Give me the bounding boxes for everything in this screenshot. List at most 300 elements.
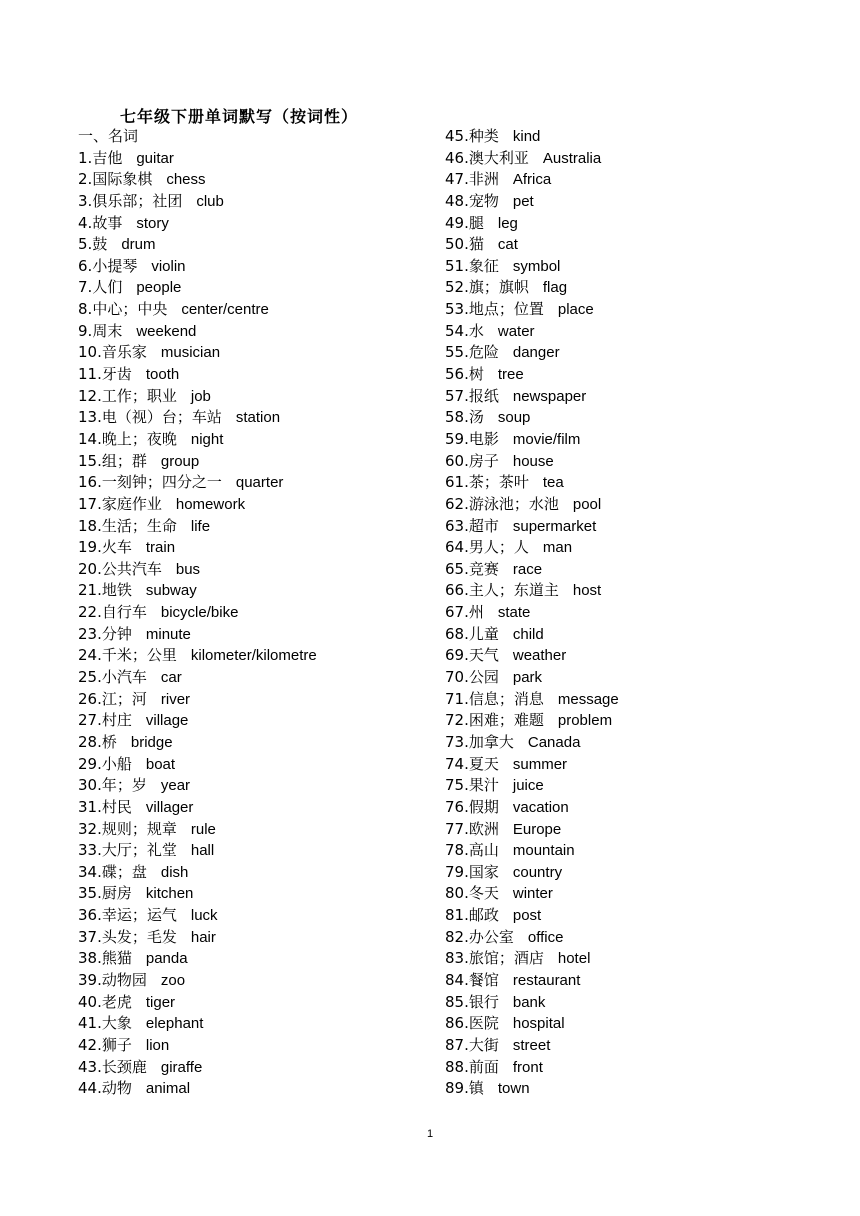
item-number: 44.	[78, 1079, 102, 1098]
item-number: 77.	[445, 819, 469, 838]
item-number: 61.	[445, 473, 469, 492]
english-word: life	[190, 517, 211, 535]
chinese-meaning: 规则；规章	[101, 819, 177, 838]
vocab-item	[78, 321, 438, 343]
chinese-meaning: 公共汽车	[101, 559, 162, 578]
item-number: 19.	[78, 538, 102, 557]
chinese-meaning: 中心；中央	[92, 300, 168, 319]
english-word: child	[512, 625, 544, 643]
english-word: leg	[497, 214, 518, 232]
english-word: hotel	[557, 950, 591, 968]
chinese-meaning: 长颈鹿	[101, 1057, 147, 1076]
english-word: message	[557, 690, 619, 708]
english-word: hospital	[512, 1015, 565, 1033]
chinese-meaning: 狮子	[101, 1035, 132, 1054]
item-number: 69.	[445, 646, 469, 665]
vocab-item	[78, 645, 438, 667]
chinese-meaning: 果汁	[468, 776, 499, 795]
item-number: 84.	[445, 970, 469, 989]
english-word: juice	[512, 777, 544, 795]
chinese-meaning: 电（视）台；车站	[101, 408, 222, 427]
english-word: soup	[497, 409, 531, 427]
vocab-item	[78, 429, 438, 451]
item-number: 34.	[78, 862, 102, 881]
vocab-item	[78, 710, 438, 732]
english-word: Africa	[512, 171, 552, 189]
vocab-item	[78, 386, 438, 408]
chinese-meaning: 猫	[468, 235, 484, 254]
vocab-item	[445, 710, 845, 732]
english-word: animal	[145, 1080, 191, 1098]
page-title: 七年级下册单词默写（按词性）	[120, 107, 359, 126]
item-number: 86.	[445, 1014, 469, 1033]
english-word: giraffe	[160, 1058, 203, 1076]
item-number: 64.	[445, 538, 469, 557]
english-word: summer	[512, 755, 568, 773]
vocab-item	[78, 667, 438, 689]
vocab-item	[78, 1035, 438, 1057]
vocab-item	[445, 1057, 845, 1079]
chinese-meaning: 冬天	[468, 884, 499, 903]
english-word: kind	[512, 128, 541, 145]
chinese-meaning: 加拿大	[468, 732, 514, 751]
chinese-meaning: 高山	[468, 841, 499, 860]
english-word: park	[512, 669, 543, 687]
chinese-meaning: 餐馆	[468, 970, 499, 989]
vocab-item	[78, 1057, 438, 1079]
chinese-meaning: 州	[468, 603, 484, 622]
item-number: 22.	[78, 603, 102, 622]
english-word: night	[190, 430, 224, 448]
vocab-item	[78, 754, 438, 776]
vocab-item	[445, 862, 845, 884]
chinese-meaning: 村庄	[101, 711, 132, 730]
english-word: winter	[512, 885, 553, 903]
english-word: quarter	[235, 474, 284, 492]
item-number: 41.	[78, 1014, 102, 1033]
chinese-meaning: 碟；盘	[101, 862, 147, 881]
english-word: violin	[151, 257, 186, 275]
english-word: bicycle/bike	[160, 604, 239, 622]
chinese-meaning: 分钟	[101, 624, 132, 643]
item-number: 80.	[445, 884, 469, 903]
chinese-meaning: 报纸	[468, 386, 499, 405]
english-word: restaurant	[512, 971, 581, 989]
chinese-meaning: 危险	[468, 343, 499, 362]
english-word: symbol	[512, 257, 561, 275]
item-number: 72.	[445, 711, 469, 730]
item-number: 66.	[445, 581, 469, 600]
item-number: 57.	[445, 386, 469, 405]
vocab-item	[445, 948, 845, 970]
english-word: village	[145, 712, 189, 730]
item-number: 10.	[78, 343, 102, 362]
english-word: pool	[572, 495, 602, 513]
item-number: 13.	[78, 408, 102, 427]
item-number: 32.	[78, 819, 102, 838]
chinese-meaning: 熊猫	[101, 949, 132, 968]
vocab-item	[78, 905, 438, 927]
chinese-meaning: 游泳池；水池	[468, 494, 559, 513]
english-word: river	[160, 690, 191, 708]
chinese-meaning: 工作；职业	[101, 386, 177, 405]
vocab-item	[445, 580, 845, 602]
chinese-meaning: 牙齿	[101, 365, 132, 384]
vocab-item	[78, 472, 438, 494]
chinese-meaning: 火车	[101, 538, 132, 557]
vocab-item	[445, 602, 845, 624]
chinese-meaning: 医院	[468, 1014, 499, 1033]
english-word: chess	[166, 171, 206, 189]
vocab-item	[78, 732, 438, 754]
item-number: 18.	[78, 516, 102, 535]
chinese-meaning: 种类	[468, 127, 499, 145]
item-number: 60.	[445, 451, 469, 470]
english-word: cat	[497, 236, 518, 254]
vocab-item	[78, 451, 438, 473]
english-word: musician	[160, 344, 221, 362]
vocab-item	[78, 537, 438, 559]
english-word: place	[557, 301, 594, 319]
vocab-item	[78, 580, 438, 602]
vocab-item	[445, 667, 845, 689]
item-number: 54.	[445, 321, 469, 340]
chinese-meaning: 年；岁	[101, 776, 147, 795]
chinese-meaning: 头发；毛发	[101, 927, 177, 946]
chinese-meaning: 树	[468, 365, 484, 384]
vocab-item	[78, 624, 438, 646]
english-word: weather	[512, 647, 567, 665]
chinese-meaning: 故事	[92, 213, 123, 232]
vocab-item	[445, 840, 845, 862]
item-number: 5.	[78, 235, 93, 254]
item-number: 82.	[445, 927, 469, 946]
vocab-item	[445, 148, 845, 170]
item-number: 85.	[445, 992, 469, 1011]
item-number: 48.	[445, 191, 469, 210]
item-number: 25.	[78, 668, 102, 687]
item-number: 27.	[78, 711, 102, 730]
item-number: 78.	[445, 841, 469, 860]
vocab-item	[445, 169, 845, 191]
english-word: front	[512, 1058, 543, 1076]
english-word: street	[512, 1036, 551, 1054]
chinese-meaning: 儿童	[468, 624, 499, 643]
item-number: 7.	[78, 278, 93, 297]
vocab-item	[78, 927, 438, 949]
item-number: 33.	[78, 841, 102, 860]
english-word: train	[145, 539, 176, 557]
chinese-meaning: 竞赛	[468, 559, 499, 578]
item-number: 29.	[78, 754, 102, 773]
vocab-item	[445, 1013, 845, 1035]
vocab-item	[445, 126, 845, 148]
chinese-meaning: 夏天	[468, 754, 499, 773]
item-number: 81.	[445, 906, 469, 925]
chinese-meaning: 超市	[468, 516, 499, 535]
item-number: 21.	[78, 581, 102, 600]
item-number: 39.	[78, 970, 102, 989]
english-word: man	[542, 539, 573, 557]
chinese-meaning: 村民	[101, 797, 132, 816]
english-word: tooth	[145, 366, 180, 384]
chinese-meaning: 澳大利亚	[468, 148, 529, 167]
vocab-item	[445, 754, 845, 776]
english-word: state	[497, 604, 531, 622]
chinese-meaning: 鼓	[92, 235, 108, 254]
vocab-item	[445, 472, 845, 494]
vocab-item	[78, 862, 438, 884]
vocab-item	[78, 602, 438, 624]
vocab-item	[445, 559, 845, 581]
english-word: station	[235, 409, 281, 427]
vocab-item	[78, 148, 438, 170]
english-word: subway	[145, 582, 197, 600]
chinese-meaning: 大象	[101, 1014, 132, 1033]
item-number: 46.	[445, 148, 469, 167]
chinese-meaning: 幸运；运气	[101, 906, 177, 925]
vocab-item	[445, 624, 845, 646]
chinese-meaning: 周末	[92, 321, 123, 340]
chinese-meaning: 电影	[468, 429, 499, 448]
chinese-meaning: 家庭作业	[101, 494, 162, 513]
chinese-meaning: 办公室	[468, 927, 514, 946]
vocab-item	[78, 883, 438, 905]
chinese-meaning: 桥	[101, 732, 117, 751]
chinese-meaning: 江；河	[101, 689, 147, 708]
item-number: 52.	[445, 278, 469, 297]
item-number: 1.	[78, 148, 93, 167]
english-word: hair	[190, 928, 216, 946]
vocab-item	[445, 689, 845, 711]
vocab-item	[445, 992, 845, 1014]
english-word: group	[160, 452, 200, 470]
vocab-item	[78, 1078, 438, 1100]
english-word: danger	[512, 344, 560, 362]
english-word: bus	[175, 560, 201, 578]
vocab-item	[445, 797, 845, 819]
english-word: zoo	[160, 971, 186, 989]
vocab-item	[445, 905, 845, 927]
english-word: hall	[190, 842, 215, 860]
english-word: guitar	[136, 149, 174, 167]
item-number: 74.	[445, 754, 469, 773]
item-number: 65.	[445, 559, 469, 578]
chinese-meaning: 吉他	[92, 148, 123, 167]
vocab-item	[445, 256, 845, 278]
chinese-meaning: 水	[468, 321, 484, 340]
item-number: 43.	[78, 1057, 102, 1076]
item-number: 50.	[445, 235, 469, 254]
chinese-meaning: 小提琴	[92, 256, 138, 275]
chinese-meaning: 动物园	[101, 970, 147, 989]
chinese-meaning: 腿	[468, 213, 484, 232]
vocab-item	[78, 559, 438, 581]
vocab-item	[78, 191, 438, 213]
item-number: 83.	[445, 949, 469, 968]
chinese-meaning: 大厅；礼堂	[101, 841, 177, 860]
vocab-item	[445, 321, 845, 343]
item-number: 73.	[445, 732, 469, 751]
item-number: 76.	[445, 797, 469, 816]
chinese-meaning: 组；群	[101, 451, 147, 470]
item-number: 75.	[445, 776, 469, 795]
vocab-item	[445, 213, 845, 235]
english-word: elephant	[145, 1015, 204, 1033]
vocab-item	[445, 429, 845, 451]
vocab-item	[445, 386, 845, 408]
english-word: car	[160, 669, 182, 687]
vocab-item	[78, 494, 438, 516]
english-word: tree	[497, 366, 524, 384]
vocab-item	[78, 1013, 438, 1035]
vocab-item	[78, 775, 438, 797]
left-word-list	[78, 148, 438, 1100]
english-word: boat	[145, 755, 176, 773]
vocab-item	[445, 732, 845, 754]
chinese-meaning: 地点；位置	[468, 300, 544, 319]
chinese-meaning: 千米；公里	[101, 646, 177, 665]
item-number: 31.	[78, 797, 102, 816]
item-number: 6.	[78, 256, 93, 275]
english-word: minute	[145, 625, 191, 643]
vocab-item	[445, 819, 845, 841]
english-word: drum	[121, 236, 156, 254]
chinese-meaning: 镇	[468, 1079, 484, 1098]
item-number: 59.	[445, 429, 469, 448]
vocab-item	[78, 213, 438, 235]
vocab-item	[78, 364, 438, 386]
chinese-meaning: 旗；旗帜	[468, 278, 529, 297]
english-word: people	[136, 279, 182, 297]
english-word: tiger	[145, 993, 176, 1011]
item-number: 62.	[445, 494, 469, 513]
item-number: 17.	[78, 494, 102, 513]
item-number: 24.	[78, 646, 102, 665]
english-word: problem	[557, 712, 613, 730]
vocab-item	[445, 494, 845, 516]
vocab-item	[445, 516, 845, 538]
english-word: club	[196, 192, 224, 210]
item-number: 51.	[445, 256, 469, 275]
right-word-list	[445, 126, 845, 1100]
english-word: job	[190, 387, 211, 405]
chinese-meaning: 国际象棋	[92, 170, 153, 189]
vocab-item	[445, 191, 845, 213]
section-heading: 一、名词	[78, 127, 139, 145]
item-number: 8.	[78, 300, 93, 319]
english-word: house	[512, 452, 554, 470]
vocab-item	[445, 775, 845, 797]
vocab-item	[445, 277, 845, 299]
page-number: 1	[426, 1128, 434, 1140]
chinese-meaning: 一刻钟；四分之一	[101, 473, 222, 492]
chinese-meaning: 动物	[101, 1079, 132, 1098]
english-word: race	[512, 560, 543, 578]
chinese-meaning: 俱乐部；社团	[92, 191, 183, 210]
chinese-meaning: 老虎	[101, 992, 132, 1011]
chinese-meaning: 主人；东道主	[468, 581, 559, 600]
chinese-meaning: 公园	[468, 668, 499, 687]
english-word: Canada	[527, 733, 581, 751]
english-word: luck	[190, 907, 218, 925]
item-number: 42.	[78, 1035, 102, 1054]
chinese-meaning: 国家	[468, 862, 499, 881]
chinese-meaning: 自行车	[101, 603, 147, 622]
chinese-meaning: 茶；茶叶	[468, 473, 529, 492]
chinese-meaning: 欧洲	[468, 819, 499, 838]
english-word: year	[160, 777, 191, 795]
vocab-item	[445, 451, 845, 473]
item-number: 56.	[445, 365, 469, 384]
english-word: supermarket	[512, 517, 597, 535]
item-number: 47.	[445, 170, 469, 189]
chinese-meaning: 地铁	[101, 581, 132, 600]
vocab-item	[78, 819, 438, 841]
chinese-meaning: 音乐家	[101, 343, 147, 362]
item-number: 70.	[445, 668, 469, 687]
chinese-meaning: 厨房	[101, 884, 132, 903]
english-word: mountain	[512, 842, 575, 860]
item-number: 26.	[78, 689, 102, 708]
vocab-item	[78, 970, 438, 992]
english-word: kilometer/kilometre	[190, 647, 317, 665]
left-column	[78, 126, 438, 1100]
item-number: 79.	[445, 862, 469, 881]
vocab-item	[445, 364, 845, 386]
english-word: dish	[160, 863, 189, 881]
chinese-meaning: 困难；难题	[468, 711, 544, 730]
english-word: post	[512, 907, 542, 925]
english-word: flag	[542, 279, 568, 297]
vocab-item	[78, 407, 438, 429]
chinese-meaning: 大街	[468, 1035, 499, 1054]
english-word: villager	[145, 798, 194, 816]
vocab-item	[445, 1035, 845, 1057]
chinese-meaning: 信息；消息	[468, 689, 544, 708]
english-word: town	[497, 1080, 530, 1098]
vocab-item	[78, 840, 438, 862]
vocab-item	[445, 645, 845, 667]
english-word: host	[572, 582, 602, 600]
vocab-item	[78, 516, 438, 538]
chinese-meaning: 汤	[468, 408, 484, 427]
vocab-item	[78, 797, 438, 819]
item-number: 63.	[445, 516, 469, 535]
chinese-meaning: 天气	[468, 646, 499, 665]
english-word: Europe	[512, 820, 562, 838]
english-word: lion	[145, 1036, 170, 1054]
vocab-item	[78, 299, 438, 321]
chinese-meaning: 小船	[101, 754, 132, 773]
vocab-item	[445, 927, 845, 949]
english-word: newspaper	[512, 387, 587, 405]
english-word: bridge	[130, 733, 173, 751]
vocab-item	[445, 407, 845, 429]
item-number: 40.	[78, 992, 102, 1011]
item-number: 71.	[445, 689, 469, 708]
vocab-item	[445, 883, 845, 905]
chinese-meaning: 旅馆；酒店	[468, 949, 544, 968]
english-word: water	[497, 322, 535, 340]
item-number: 49.	[445, 213, 469, 232]
english-word: pet	[512, 192, 534, 210]
item-number: 4.	[78, 213, 93, 232]
english-word: story	[136, 214, 169, 232]
chinese-meaning: 人们	[92, 278, 123, 297]
item-number: 15.	[78, 451, 102, 470]
english-word: vacation	[512, 798, 569, 816]
